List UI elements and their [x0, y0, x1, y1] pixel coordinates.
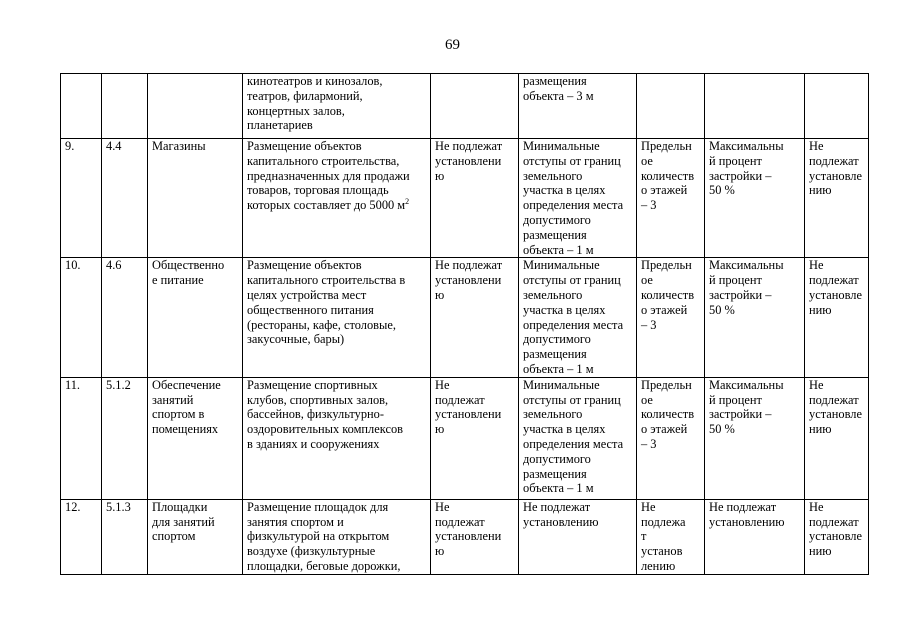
cell-line: театров, филармоний,	[247, 88, 363, 103]
cell-line: объекта – 1 м	[523, 481, 594, 496]
cell-line: Предельн	[641, 139, 692, 153]
cell-line: отступы от границ	[523, 392, 621, 407]
cell-line: установле	[809, 287, 862, 302]
other-params-cell	[805, 139, 869, 258]
cell-line: Не	[809, 499, 824, 514]
use-description-cell	[243, 377, 431, 499]
cell-line: кинотеатров и кинозалов,	[247, 74, 383, 88]
cell-line: Не	[809, 377, 824, 392]
use-description-cell	[243, 499, 431, 574]
cell-line: – 3	[641, 436, 657, 451]
cell-line: товаров, торговая площадь	[247, 183, 389, 198]
other-params-cell	[805, 499, 869, 574]
area-unit-superscript: 2	[405, 197, 410, 207]
cell-line: установлени	[435, 407, 502, 422]
table-row	[61, 499, 869, 574]
row-number-cell	[61, 74, 102, 139]
cell-line: установлению	[709, 514, 785, 529]
row-number-cell: 11.	[61, 377, 102, 499]
cell-line: о этажей	[641, 422, 688, 437]
cell-line: отступы от границ	[523, 153, 621, 168]
cell-line: установле	[809, 407, 862, 422]
cell-line: 50 %	[709, 422, 735, 437]
cell-line: ое	[641, 153, 653, 168]
cell-line: Общественно	[152, 258, 225, 273]
cell-line: участка в целях	[523, 183, 606, 198]
floors-cell	[637, 74, 705, 139]
cell-line: спортом в	[152, 407, 205, 422]
cell-line: Обеспечение	[152, 377, 221, 392]
cell-line: закусочные, бары)	[247, 332, 345, 347]
cell-line: установлени	[435, 273, 502, 288]
setbacks-cell	[519, 377, 637, 499]
cell-line: Не подлежат	[435, 139, 503, 153]
cell-line: участка в целях	[523, 422, 606, 437]
cell-line: т	[641, 529, 647, 544]
plot-size-cell	[431, 377, 519, 499]
cell-line: Не	[641, 499, 656, 514]
cell-line: участка в целях	[523, 302, 606, 317]
cell-line: Не подлежат	[435, 258, 503, 273]
cell-line: Размещение объектов	[247, 139, 362, 153]
floors-cell	[637, 499, 705, 574]
other-params-cell	[805, 377, 869, 499]
cell-line: Размещение площадок для	[247, 499, 389, 514]
cell-line: установлени	[435, 153, 502, 168]
cell-line: Размещение объектов	[247, 258, 362, 273]
cell-line: о этажей	[641, 302, 688, 317]
cell-line: (рестораны, кафе, столовые,	[247, 317, 396, 332]
cell-line: капитального строительства,	[247, 153, 400, 168]
cell-line: спортом	[152, 529, 196, 544]
cell-line: застройки –	[709, 287, 772, 302]
cell-line: Минимальные	[523, 139, 600, 153]
cell-line: подлежат	[809, 514, 859, 529]
cell-line: ое	[641, 273, 653, 288]
cell-line: размещения	[523, 227, 587, 242]
cell-line: предназначенных для продажи	[247, 168, 410, 183]
table-row	[61, 139, 869, 258]
setbacks-cell	[519, 74, 637, 139]
cell-line: помещениях	[152, 422, 219, 437]
cell-line: установле	[809, 529, 862, 544]
cell-line: Минимальные	[523, 377, 600, 392]
cell-line: й процент	[709, 392, 762, 407]
cell-line: подлежат	[809, 273, 859, 288]
plot-size-cell	[431, 139, 519, 258]
cell-line: земельного	[523, 287, 583, 302]
cell-line: Не	[435, 499, 450, 514]
cell-line: подлежат	[809, 153, 859, 168]
coverage-cell	[705, 377, 805, 499]
cell-line: оздоровительных комплексов	[247, 422, 403, 437]
row-number-cell: 12.	[61, 499, 102, 574]
cell-line: застройки –	[709, 407, 772, 422]
cell-line: допустимого	[523, 451, 591, 466]
use-code-cell	[102, 74, 148, 139]
cell-line: Не	[809, 139, 824, 153]
cell-line: Максимальны	[709, 377, 784, 392]
table-row	[61, 377, 869, 499]
cell-line: площадки, беговые дорожки,	[247, 558, 401, 573]
cell-line: установлени	[435, 529, 502, 544]
cell-line: размещения	[523, 466, 587, 481]
cell-line: количеств	[641, 287, 695, 302]
cell-line: ю	[435, 544, 445, 559]
cell-line: объекта – 3 м	[523, 88, 594, 103]
cell-line: подлежат	[435, 392, 485, 407]
cell-line: Минимальные	[523, 258, 600, 273]
cell-line: о этажей	[641, 183, 688, 198]
cell-line: допустимого	[523, 212, 591, 227]
setbacks-cell	[519, 139, 637, 258]
cell-line: Максимальны	[709, 139, 784, 153]
use-name-cell	[148, 139, 243, 258]
cell-line: занятий	[152, 392, 194, 407]
cell-line: установле	[809, 168, 862, 183]
page-number: 69	[445, 37, 460, 53]
floors-cell	[637, 258, 705, 377]
cell-line: определения места	[523, 198, 624, 213]
coverage-cell	[705, 74, 805, 139]
cell-line: подлежат	[809, 392, 859, 407]
cell-line: подлежат	[435, 514, 485, 529]
coverage-cell	[705, 499, 805, 574]
cell-line: допустимого	[523, 332, 591, 347]
cell-line: Площадки	[152, 499, 208, 514]
use-name-cell	[148, 74, 243, 139]
cell-line: застройки –	[709, 168, 772, 183]
use-description-cell	[243, 258, 431, 377]
cell-line: нию	[809, 183, 832, 198]
use-code-cell: 4.6	[102, 258, 148, 377]
cell-line: объекта – 1 м	[523, 242, 594, 257]
cell-line: нию	[809, 302, 832, 317]
use-code-cell: 4.4	[102, 139, 148, 258]
cell-line: Не подлежат	[523, 499, 591, 514]
cell-line: – 3	[641, 198, 657, 213]
cell-line: Не	[809, 258, 824, 273]
cell-line: 50 %	[709, 183, 735, 198]
cell-line: подлежа	[641, 514, 686, 529]
floors-cell	[637, 377, 705, 499]
cell-line: бассейнов, физкультурно-	[247, 407, 384, 422]
other-params-cell	[805, 258, 869, 377]
cell-line: ю	[435, 422, 445, 437]
cell-line: Магазины	[152, 139, 206, 153]
cell-line: клубов, спортивных залов,	[247, 392, 389, 407]
cell-line: нию	[809, 422, 832, 437]
cell-line: физкультурой на открытом	[247, 529, 390, 544]
cell-line: Размещение спортивных	[247, 377, 378, 392]
cell-line: е питание	[152, 273, 204, 288]
use-name-cell	[148, 499, 243, 574]
cell-line: размещения	[523, 74, 587, 88]
plot-size-cell	[431, 74, 519, 139]
cell-line: определения места	[523, 436, 624, 451]
cell-line: земельного	[523, 407, 583, 422]
plot-size-cell	[431, 258, 519, 377]
plot-size-cell	[431, 499, 519, 574]
use-description-cell	[243, 74, 431, 139]
cell-line: ое	[641, 392, 653, 407]
row-number-cell: 9.	[61, 139, 102, 258]
cell-line: определения места	[523, 317, 624, 332]
cell-line: которых составляет до 5000 $м^2$	[247, 197, 410, 213]
cell-line: капитального строительства в	[247, 273, 406, 288]
coverage-cell	[705, 139, 805, 258]
cell-line: объекта – 1 м	[523, 361, 594, 376]
table-row	[61, 258, 869, 377]
coverage-cell	[705, 258, 805, 377]
cell-line: количеств	[641, 407, 695, 422]
cell-line: установлению	[523, 514, 599, 529]
cell-line: лению	[641, 558, 676, 573]
other-params-cell	[805, 74, 869, 139]
cell-line: занятия спортом и	[247, 514, 344, 529]
cell-line: земельного	[523, 168, 583, 183]
use-name-cell	[148, 377, 243, 499]
land-use-table	[60, 73, 869, 575]
use-description-cell	[243, 139, 431, 258]
setbacks-cell	[519, 258, 637, 377]
row-number-cell: 10.	[61, 258, 102, 377]
setbacks-cell	[519, 499, 637, 574]
cell-line: целях устройства мест	[247, 287, 367, 302]
cell-line: концертных залов,	[247, 103, 345, 118]
cell-line: общественного питания	[247, 302, 374, 317]
cell-line: размещения	[523, 347, 587, 362]
cell-line: количеств	[641, 168, 695, 183]
cell-line: отступы от границ	[523, 273, 621, 288]
use-name-cell	[148, 258, 243, 377]
cell-line: Предельн	[641, 258, 692, 273]
table-row	[61, 74, 869, 139]
use-code-cell: 5.1.2	[102, 377, 148, 499]
cell-line: Предельн	[641, 377, 692, 392]
cell-line: й процент	[709, 153, 762, 168]
cell-line: в зданиях и сооружениях	[247, 436, 380, 451]
cell-line: 50 %	[709, 302, 735, 317]
cell-line: й процент	[709, 273, 762, 288]
cell-line: для занятий	[152, 514, 215, 529]
cell-line: воздухе (физкультурные	[247, 544, 376, 559]
cell-line: Максимальны	[709, 258, 784, 273]
cell-line: ю	[435, 168, 445, 183]
use-code-cell: 5.1.3	[102, 499, 148, 574]
cell-line: – 3	[641, 317, 657, 332]
cell-line: нию	[809, 544, 832, 559]
cell-line: планетариев	[247, 118, 313, 133]
cell-line: Не подлежат	[709, 499, 777, 514]
cell-line: ю	[435, 287, 445, 302]
floors-cell	[637, 139, 705, 258]
cell-line: Не	[435, 377, 450, 392]
cell-line: установ	[641, 544, 683, 559]
